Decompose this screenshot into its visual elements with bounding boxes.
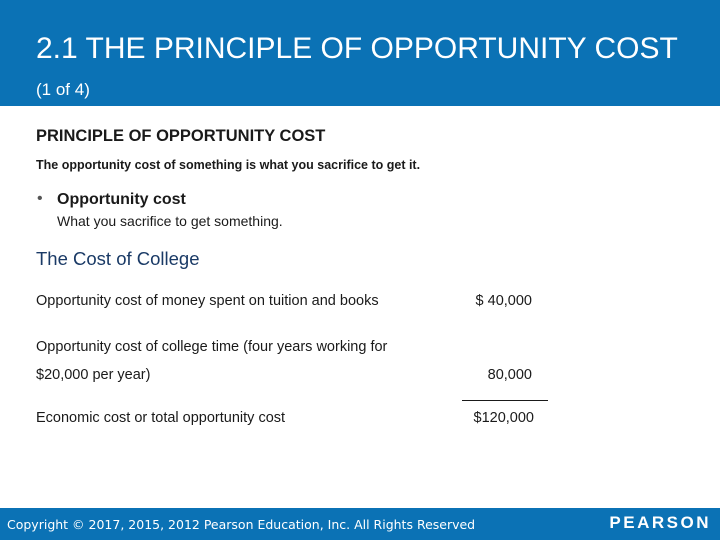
title-banner <box>0 0 720 106</box>
cost-row-time-label-line1: Opportunity cost of college time (four years working for <box>36 339 388 355</box>
bullet-term: Opportunity cost <box>57 191 186 208</box>
cost-table-title: The Cost of College <box>36 248 200 269</box>
cost-row-tuition-label: Opportunity cost of money spent on tuition and books <box>36 293 379 309</box>
cost-row-time-label-line2: $20,000 per year) <box>36 367 151 383</box>
cost-row-tuition-value: $ 40,000 <box>475 293 532 309</box>
pearson-logo: PEARSON <box>609 513 711 532</box>
section-description: The opportunity cost of something is what you sacrifice to get it. <box>36 158 421 172</box>
cost-row-total-value: $120,000 <box>473 410 534 426</box>
sum-rule-divider <box>462 400 548 401</box>
slide-title-main: 2.1 THE PRINCIPLE OF OPPORTUNITY COST <box>36 32 678 65</box>
copyright-text: Copyright © 2017, 2015, 2012 Pearson Education, Inc. All Rights Reserved <box>7 517 476 532</box>
slide-title-subtitle: (1 of 4) <box>36 80 90 99</box>
cost-row-time-value: 80,000 <box>487 367 532 383</box>
bullet-definition: What you sacrifice to get something. <box>57 213 283 229</box>
bullet-dot-icon: • <box>37 190 43 207</box>
footer-bar <box>0 508 720 540</box>
section-heading: PRINCIPLE OF OPPORTUNITY COST <box>36 127 326 145</box>
slide-title <box>36 30 696 108</box>
cost-row-total-label: Economic cost or total opportunity cost <box>36 410 286 426</box>
